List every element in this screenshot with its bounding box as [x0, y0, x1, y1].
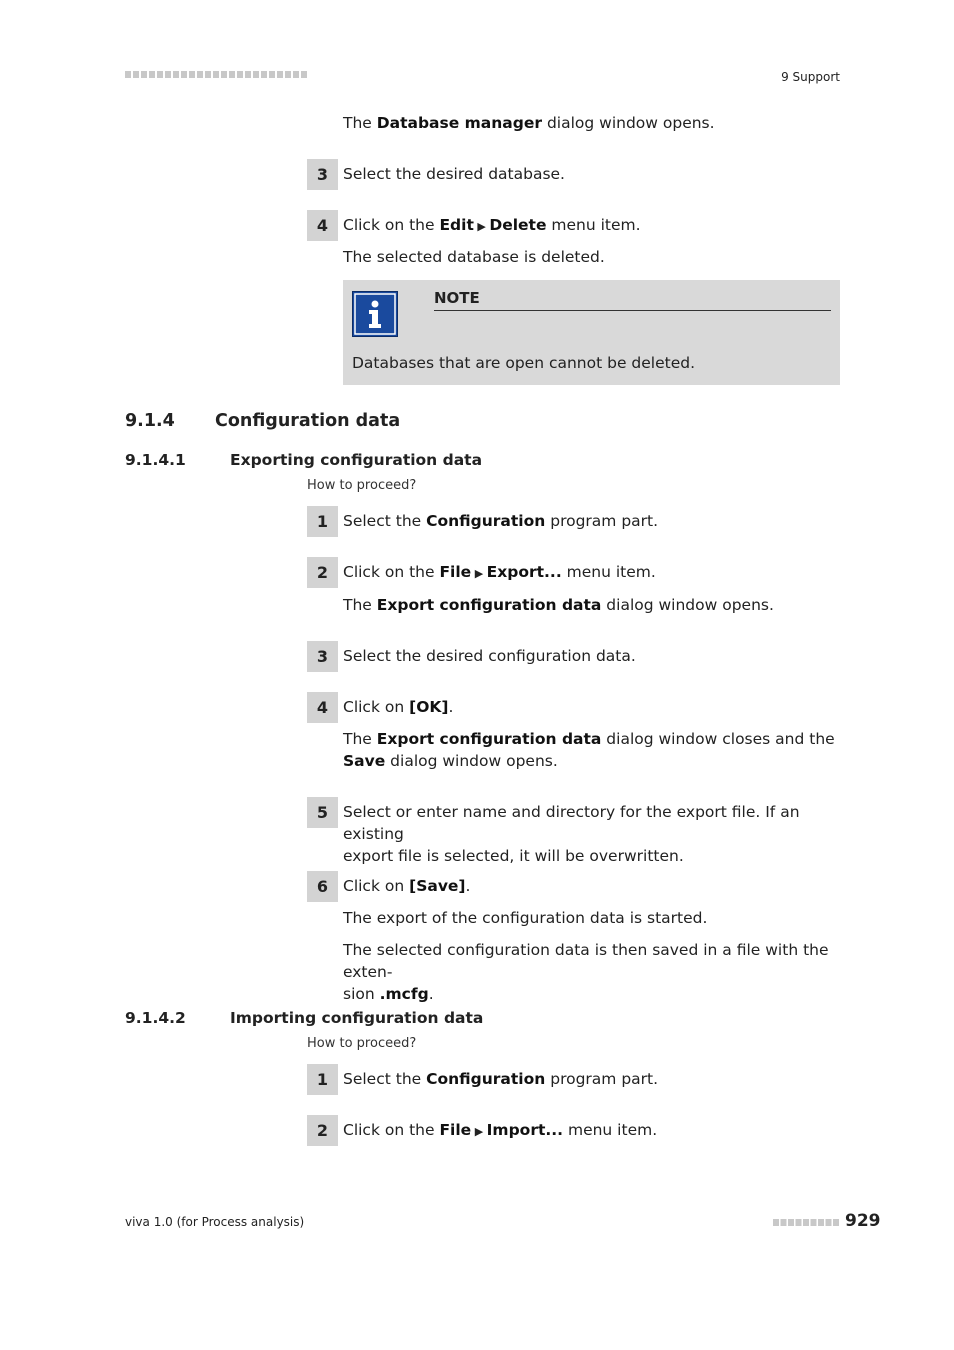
- step-result: The export of the configuration data is started.: [343, 909, 708, 927]
- step-number: 3: [307, 641, 338, 672]
- step-number: 1: [307, 506, 338, 537]
- step-text: Click on the Edit ▶ Delete menu item.: [343, 216, 641, 234]
- step-number: 3: [307, 159, 338, 190]
- step-result: The selected configuration data is then saved in a file with the exten- sion .mcfg.: [343, 941, 829, 1003]
- subsection-title: Exporting configuration data: [230, 451, 483, 469]
- note-divider: [434, 310, 831, 311]
- database-manager-opens: The Database manager dialog window opens.: [343, 114, 715, 132]
- header-decoration: [125, 71, 307, 78]
- step-result: The selected database is deleted.: [343, 248, 605, 266]
- how-to-proceed: How to proceed?: [307, 1036, 417, 1051]
- step-number: 4: [307, 210, 338, 241]
- step-result: The Export configuration data dialog window opens.: [343, 596, 774, 614]
- step-text: Click on the File ▶ Import... menu item.: [343, 1121, 658, 1139]
- info-icon: [352, 291, 398, 337]
- step-number: 2: [307, 1115, 338, 1146]
- step-result: The Export configuration data dialog window closes and the Save dialog window opens.: [343, 730, 835, 770]
- section-title: Configuration data: [215, 411, 401, 431]
- header-section: 9 Support: [781, 70, 840, 84]
- section-number: 9.1.4: [125, 411, 175, 431]
- subsection-title: Importing configuration data: [230, 1009, 484, 1027]
- how-to-proceed: How to proceed?: [307, 478, 417, 493]
- page-number: 929: [845, 1211, 881, 1231]
- step-text: Select or enter name and directory for the export file. If an existing export file is selected, it will be overwritten.: [343, 803, 800, 865]
- step-number: 4: [307, 692, 338, 723]
- step-text: Select the desired database.: [343, 165, 565, 183]
- note-text: Databases that are open cannot be deleted.: [352, 354, 696, 372]
- step-number: 1: [307, 1064, 338, 1095]
- note-title: NOTE: [434, 289, 480, 307]
- footer-decoration: [773, 1219, 840, 1226]
- step-text: Click on the File ▶ Export... menu item.: [343, 563, 656, 581]
- step-text: Select the Configuration program part.: [343, 1070, 659, 1088]
- subsection-number: 9.1.4.1: [125, 451, 186, 469]
- step-text: Select the desired configuration data.: [343, 647, 636, 665]
- step-text: Click on [Save].: [343, 877, 471, 895]
- step-text: Click on [OK].: [343, 698, 454, 716]
- step-text: Select the Configuration program part.: [343, 512, 659, 530]
- subsection-number: 9.1.4.2: [125, 1009, 186, 1027]
- footer-product: viva 1.0 (for Process analysis): [125, 1215, 305, 1229]
- step-number: 5: [307, 797, 338, 828]
- step-number: 2: [307, 557, 338, 588]
- step-number: 6: [307, 871, 338, 902]
